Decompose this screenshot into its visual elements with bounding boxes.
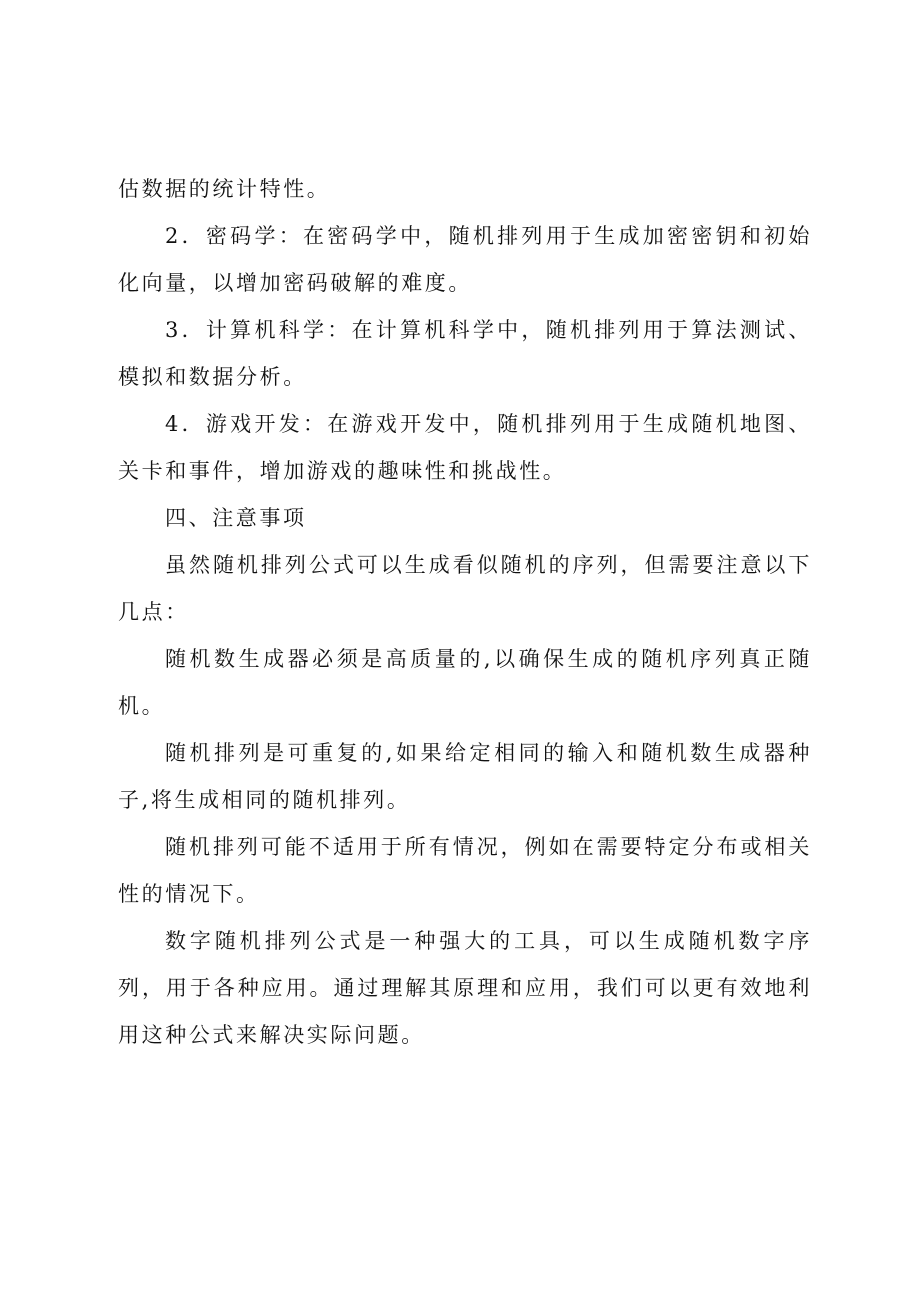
notes-intro-paragraph: 虽然随机排列公式可以生成看似随机的序列，但需要注意以下几点： bbox=[118, 553, 812, 624]
note-repeatability: 随机排列是可重复的,如果给定相同的输入和随机数生成器种子,将生成相同的随机排列。 bbox=[118, 741, 812, 812]
document-body bbox=[118, 166, 812, 1059]
list-item-cryptography: 2．密码学：在密码学中，随机排列用于生成加密密钥和初始化向量，以增加密码破解的难度。 bbox=[118, 224, 812, 295]
note-high-quality-generator: 随机数生成器必须是高质量的,以确保生成的随机序列真正随机。 bbox=[118, 647, 812, 718]
section-heading-notes: 四、注意事项 bbox=[165, 506, 307, 530]
list-item-computer-science: 3．计算机科学：在计算机科学中，随机排列用于算法测试、模拟和数据分析。 bbox=[118, 318, 812, 389]
list-item-game-development: 4．游戏开发：在游戏开发中，随机排列用于生成随机地图、关卡和事件，增加游戏的趣味性和挑战性。 bbox=[118, 412, 812, 483]
note-applicability: 随机排列可能不适用于所有情况，例如在需要特定分布或相关性的情况下。 bbox=[118, 835, 812, 906]
continued-paragraph: 估数据的统计特性。 bbox=[118, 177, 331, 201]
conclusion-paragraph: 数字随机排列公式是一种强大的工具，可以生成随机数字序列，用于各种应用。通过理解其原理和应用，我们可以更有效地利用这种公式来解决实际问题。 bbox=[118, 929, 812, 1047]
